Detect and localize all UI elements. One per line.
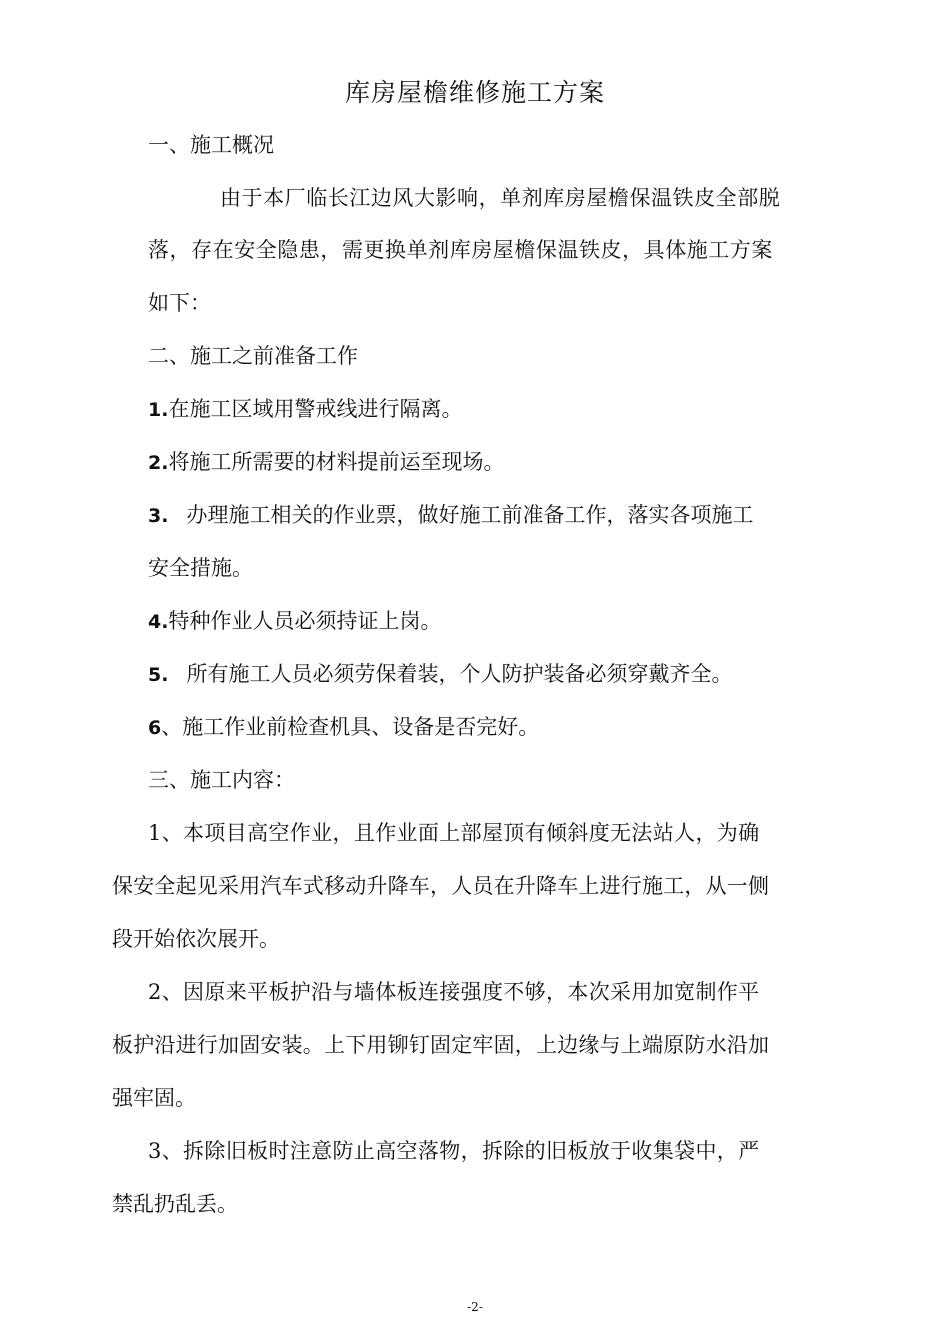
prep-item-3-continuation: 安全措施。	[148, 556, 253, 580]
content-item-3-line-2: 禁乱扔乱丢。	[112, 1192, 238, 1216]
section-heading-preparation: 二、施工之前准备工作	[148, 344, 358, 368]
prep-item-4	[148, 606, 441, 637]
prep-item-6	[148, 712, 539, 743]
page-number: -2-	[467, 1300, 483, 1314]
prep-item-text: 特种作业人员必须持证上岗。	[168, 609, 442, 633]
prep-item-2	[148, 447, 504, 478]
section-heading-overview: 一、施工概况	[148, 133, 274, 157]
content-item-1-line-1: 1、本项目高空作业，且作业面上部屋顶有倾斜度无法站人，为确	[148, 821, 760, 845]
content-item-2-line-1: 2、因原来平板护沿与墙体板连接强度不够，本次采用加宽制作平	[148, 980, 760, 1004]
overview-paragraph-line-1: 由于本厂临长江边风大影响，单剂库房屋檐保温铁皮全部脱	[220, 186, 781, 210]
content-item-1-line-2: 保安全起见采用汽车式移动升降车，人员在升降车上进行施工，从一侧	[112, 874, 770, 898]
section-heading-content: 三、施工内容：	[148, 768, 295, 792]
prep-item-3	[148, 500, 753, 531]
document-title: 库房屋檐维修施工方案	[344, 78, 605, 107]
overview-paragraph-line-2: 落，存在安全隐患，需更换单剂库房屋檐保温铁皮，具体施工方案	[148, 238, 773, 262]
content-item-1-line-3: 段开始依次展开。	[112, 927, 280, 951]
prep-item-text: 办理施工相关的作业票，做好施工前准备工作，落实各项施工	[186, 503, 754, 527]
prep-item-1	[148, 394, 462, 425]
prep-item-text: 所有施工人员必须劳保着装，个人防护装备必须穿戴齐全。	[186, 662, 733, 686]
prep-item-text: 将施工所需要的材料提前运至现场。	[168, 450, 505, 474]
prep-item-text: 在施工区域用警戒线进行隔离。	[168, 397, 463, 421]
prep-item-5	[148, 659, 732, 690]
content-item-3-line-1: 3、拆除旧板时注意防止高空落物，拆除的旧板放于收集袋中，严	[148, 1139, 760, 1163]
content-item-2-line-2: 板护沿进行加固安装。上下用铆钉固定牢固，上边缘与上端原防水沿加	[112, 1033, 770, 1057]
overview-paragraph-line-3: 如下：	[148, 291, 211, 315]
prep-item-number: 3.	[148, 505, 169, 527]
content-item-2-line-3: 强牢固。	[112, 1086, 196, 1110]
prep-item-number: 5.	[148, 664, 169, 686]
prep-item-text: 、施工作业前检查机具、设备是否完好。	[161, 715, 540, 739]
prep-item-number: 4.	[148, 611, 169, 633]
prep-item-number: 1.	[148, 399, 169, 421]
prep-item-number: 6	[148, 717, 162, 739]
prep-item-number: 2.	[148, 452, 169, 474]
